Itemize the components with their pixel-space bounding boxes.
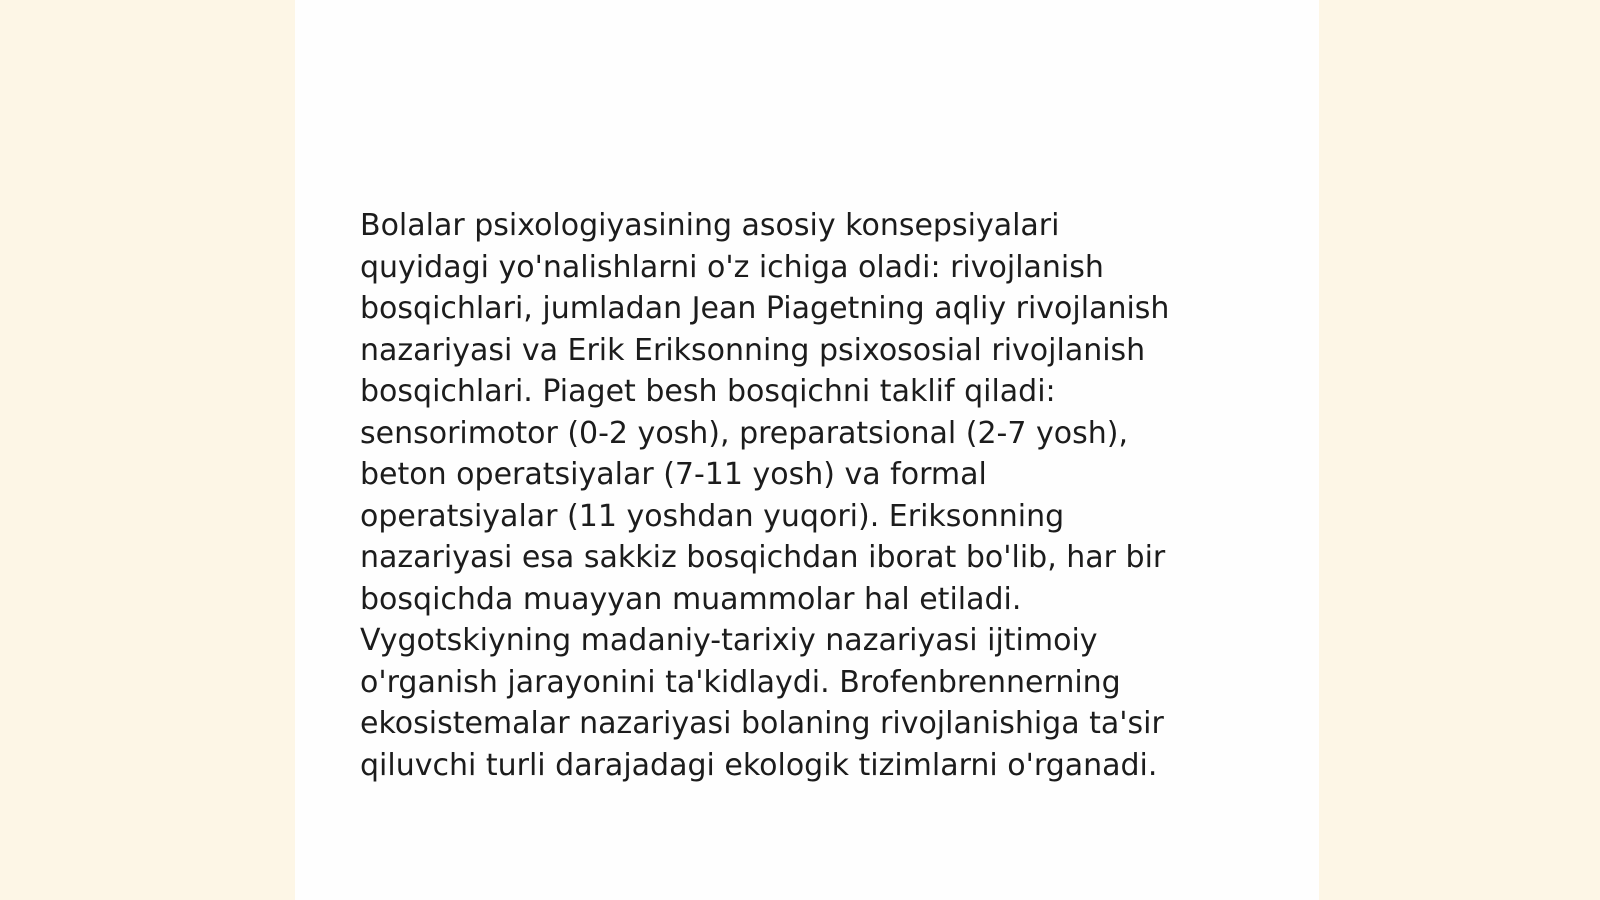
document-page [295,0,1319,900]
body-paragraph: Bolalar psixologiyasining asosiy konsepsiyalari quyidagi yo'nalishlarni o'z ichiga oladi: rivojlanish bosqichlari, jumladan Jean Piagetning aqliy rivojlanish nazariyasi va Erik Eriksonning psixososial rivojlanish bosqichlari. Piaget besh bosqichni taklif qiladi: sensorimotor (0-2 yosh), preparatsional (2-7 yosh), beton operatsiyalar (7-11 yosh) va formal operatsiyalar (11 yoshdan yuqori). Eriksonning nazariyasi esa sakkiz bosqichdan iborat bo'lib, har bir bosqichda muayyan muammolar hal etiladi. Vygotskiyning madaniy-tarixiy nazariyasi ijtimoiy o'rganish jarayonini ta'kidlaydi. Brofenbrennerning ekosistemalar nazariyasi bolaning rivojlanishiga ta'sir qiluvchi turli darajadagi ekologik tizimlarni o'rganadi. [360,208,1170,783]
